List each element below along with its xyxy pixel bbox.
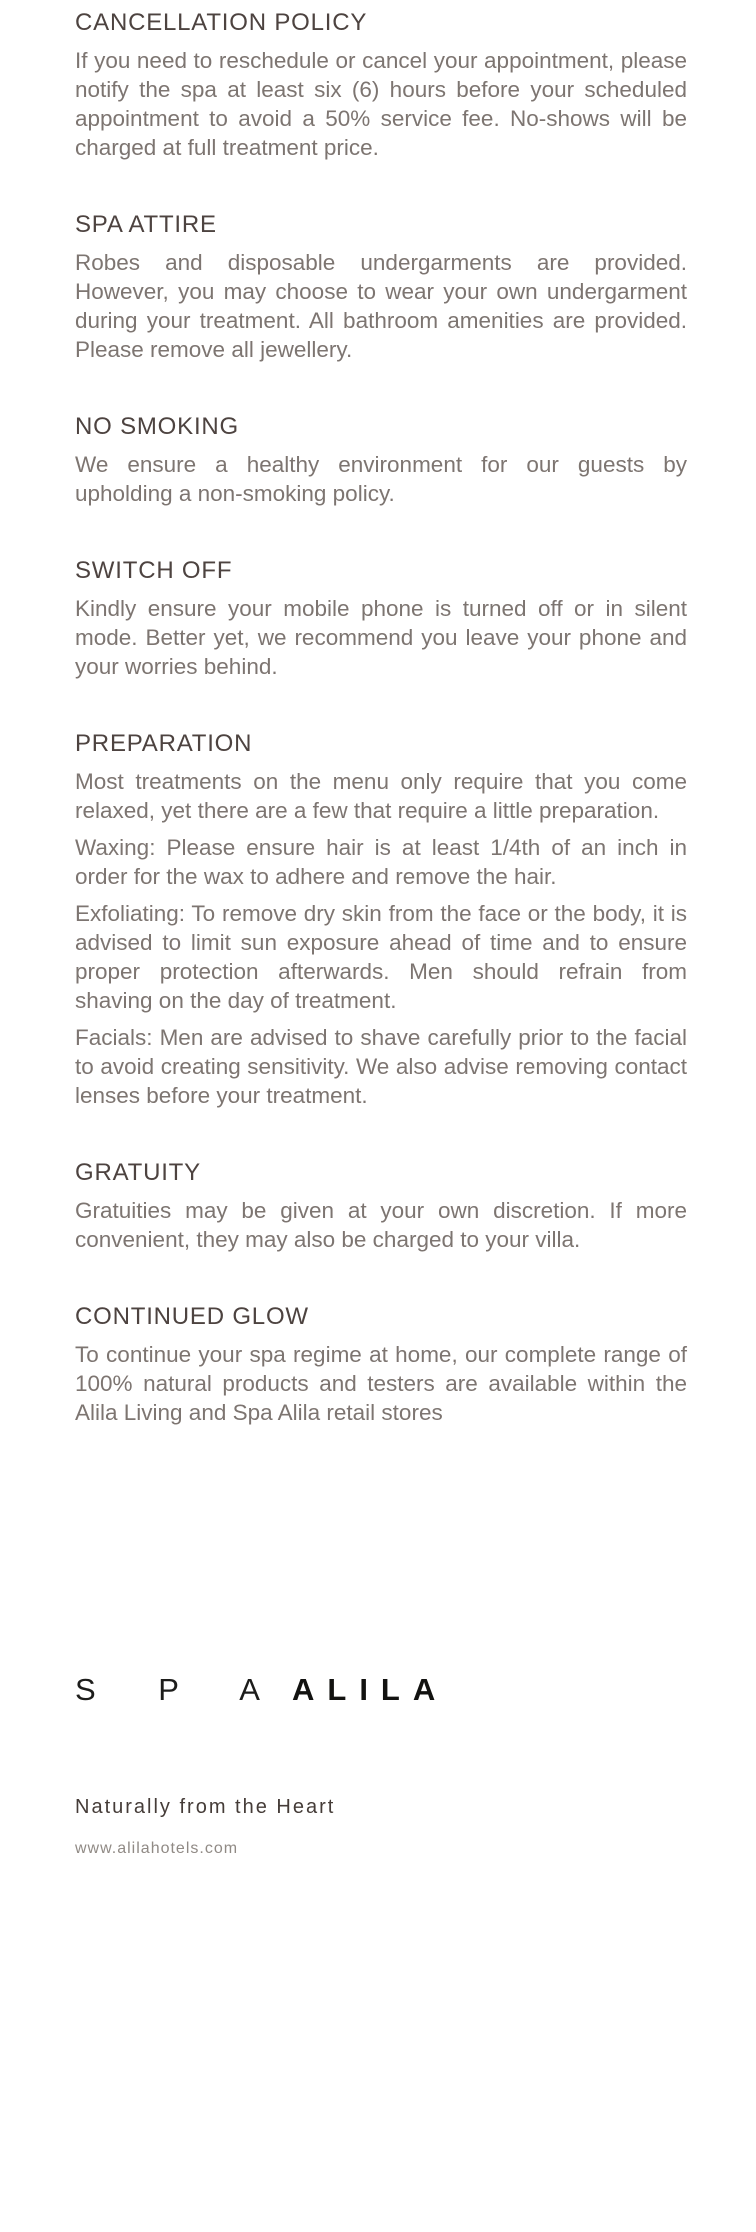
section-paragraph: Most treatments on the menu only require that you come relaxed, yet there are a few that require a little preparation. — [75, 769, 687, 823]
logo-word-spa: S P A — [75, 1672, 287, 1707]
section-no-smoking — [75, 412, 687, 508]
website-url: www.alilahotels.com — [75, 1840, 239, 1857]
logo-word-alila: ALILA — [292, 1672, 449, 1707]
section-heading: SPA ATTIRE — [75, 211, 217, 238]
section-switch-off — [75, 556, 687, 681]
section-paragraph-exfoliating: Exfoliating: To remove dry skin from the face or the body, it is advised to limit sun exposure ahead of time and to ensure proper protection afterwards. Men should refrain from shaving on the day of treatment. — [75, 901, 687, 1013]
section-paragraph: Gratuities may be given at your own discretion. If more convenient, they may also be charged to your villa. — [75, 1198, 687, 1252]
section-heading: CONTINUED GLOW — [75, 1303, 309, 1330]
section-paragraph: Kindly ensure your mobile phone is turned off or in silent mode. Better yet, we recommend you leave your phone and your worries behind. — [75, 596, 687, 679]
section-heading: GRATUITY — [75, 1159, 201, 1186]
section-heading: NO SMOKING — [75, 413, 240, 440]
section-continued-glow — [75, 1302, 687, 1427]
section-cancellation-policy — [75, 8, 687, 162]
spa-alila-logo — [75, 1672, 448, 1708]
section-paragraph-waxing: Waxing: Please ensure hair is at least 1/4th of an inch in order for the wax to adhere and remove the hair. — [75, 835, 687, 889]
section-paragraph: Robes and disposable undergarments are provided. However, you may choose to wear your own undergarment during your treatment. All bathroom amenities are provided. Please remove all jewellery. — [75, 250, 687, 362]
section-paragraph-facials: Facials: Men are advised to shave carefully prior to the facial to avoid creating sensitivity. We also advise removing contact lenses before your treatment. — [75, 1025, 687, 1108]
section-spa-attire — [75, 210, 687, 364]
brand-tagline: Naturally from the Heart — [75, 1796, 336, 1818]
section-heading: CANCELLATION POLICY — [75, 9, 368, 36]
section-heading: PREPARATION — [75, 730, 253, 757]
section-paragraph: If you need to reschedule or cancel your appointment, please notify the spa at least six (6) hours before your scheduled appointment to avoid a 50% service fee. No-shows will be charged at full treatment price. — [75, 48, 687, 160]
section-preparation — [75, 729, 687, 1110]
section-paragraph: To continue your spa regime at home, our complete range of 100% natural products and testers are available within the Alila Living and Spa Alila retail stores — [75, 1342, 687, 1425]
section-paragraph: We ensure a healthy environment for our guests by upholding a non-smoking policy. — [75, 452, 687, 506]
section-heading: SWITCH OFF — [75, 557, 233, 584]
section-gratuity — [75, 1158, 687, 1254]
